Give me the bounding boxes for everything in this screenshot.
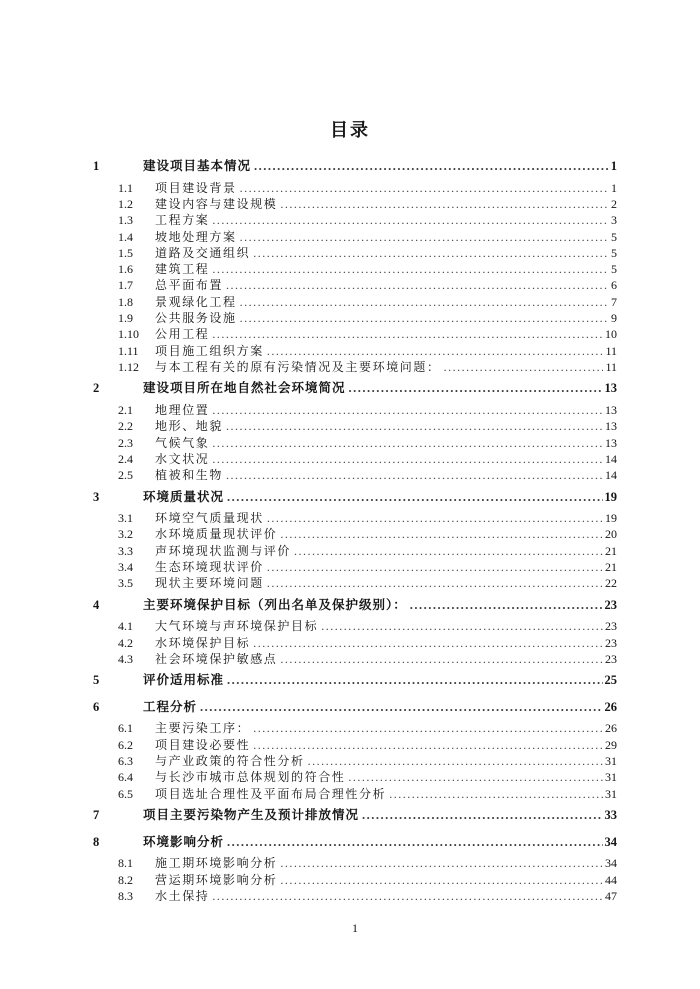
toc-entry-title: 公用工程 xyxy=(155,327,210,342)
toc-leader-dots xyxy=(209,888,603,904)
toc-entry xyxy=(118,310,617,326)
toc-entry-page: 31 xyxy=(605,754,617,769)
toc-entry-number: 6.1 xyxy=(118,721,133,736)
toc-leader-dots xyxy=(250,720,603,736)
toc-entry xyxy=(118,618,617,634)
toc-entry-title: 主要污染工序： xyxy=(155,721,251,736)
toc-entry-title: 声环境现状监测与评价 xyxy=(155,543,292,558)
toc-leader-dots xyxy=(223,418,603,434)
toc-entry-number: 6 xyxy=(93,699,100,714)
toc-entry-number: 6.5 xyxy=(118,786,133,801)
toc-entry-page: 13 xyxy=(604,381,617,396)
toc-entry xyxy=(118,359,617,375)
toc-entry-title: 环境影响分析 xyxy=(143,834,225,849)
toc-entry-title: 工程分析 xyxy=(143,699,198,714)
toc-entry-number: 3.3 xyxy=(118,543,133,558)
toc-entry-number: 1.11 xyxy=(118,343,139,358)
toc-entry-page: 25 xyxy=(604,673,617,688)
toc-entry-title: 水土保持 xyxy=(155,888,210,903)
toc-entry xyxy=(118,543,617,559)
toc-entry-page: 23 xyxy=(605,651,617,666)
toc-entry-title: 建设项目基本情况 xyxy=(143,159,252,174)
toc-entry xyxy=(118,229,617,245)
toc-entry-number: 8.1 xyxy=(118,856,133,871)
toc-entry-page: 23 xyxy=(604,597,617,612)
toc-entry-page: 1 xyxy=(611,180,617,195)
toc-entry-number: 7 xyxy=(93,808,100,823)
toc-entry xyxy=(118,510,617,526)
toc-entry-number: 1.7 xyxy=(118,278,133,293)
toc-entry xyxy=(118,575,617,591)
toc-entry-title: 坡地处理方案 xyxy=(155,229,237,244)
toc-entry-page: 44 xyxy=(605,872,617,887)
toc-entry-title: 项目选址合理性及平面布局合理性分析 xyxy=(155,786,387,801)
toc-leader-dots xyxy=(264,510,603,526)
toc-entry-number: 1.8 xyxy=(118,294,133,309)
toc-leader-dots xyxy=(277,651,603,667)
toc-entry-title: 植被和生物 xyxy=(155,468,224,483)
toc-entry-number: 4.3 xyxy=(118,651,133,666)
toc-entry-page: 31 xyxy=(605,770,617,785)
toc-entry-number: 8.2 xyxy=(118,872,133,887)
toc-entry xyxy=(118,294,617,310)
toc-entry-title: 生态环境现状评价 xyxy=(155,559,264,574)
toc-entry-page: 34 xyxy=(605,856,617,871)
toc-leader-dots xyxy=(224,672,602,688)
toc-entry-page: 13 xyxy=(605,419,617,434)
toc-leader-dots xyxy=(264,559,603,575)
toc-leader-dots xyxy=(345,769,603,785)
toc-leader-dots xyxy=(209,435,603,451)
toc-entry-title: 评价适用标准 xyxy=(143,673,225,688)
toc-entry-number: 1 xyxy=(93,159,100,174)
toc-entry-page: 21 xyxy=(605,559,617,574)
toc-leader-dots xyxy=(197,699,602,715)
toc-leader-dots xyxy=(223,277,609,293)
toc-entry-page: 23 xyxy=(605,635,617,650)
toc-leader-dots xyxy=(305,753,603,769)
toc-entry xyxy=(93,829,617,856)
toc-entry-page: 10 xyxy=(605,327,617,342)
toc-entry-page: 9 xyxy=(611,311,617,326)
toc-leader-dots xyxy=(209,326,603,342)
toc-entry-title: 工程方案 xyxy=(155,213,210,228)
toc-entry xyxy=(118,245,617,261)
toc-leader-dots xyxy=(346,380,603,396)
toc-leader-dots xyxy=(237,229,609,245)
toc-entry xyxy=(118,435,617,451)
toc-entry-number: 3.4 xyxy=(118,559,133,574)
toc-entry-title: 建设内容与建设规模 xyxy=(155,196,278,211)
toc-entry-title: 道路及交通组织 xyxy=(155,245,251,260)
toc-entry-title: 主要环境保护目标（列出名单及保护级别）： xyxy=(143,597,407,612)
toc-entry-title: 项目施工组织方案 xyxy=(155,343,264,358)
toc-entry xyxy=(118,212,617,228)
toc-entry-number: 8 xyxy=(93,834,100,849)
toc-entry-page: 11 xyxy=(605,343,617,358)
toc-entry-title: 社会环境保护敏感点 xyxy=(155,651,278,666)
toc-entry-title: 景观绿化工程 xyxy=(155,294,237,309)
toc-entry-title: 建筑工程 xyxy=(155,262,210,277)
toc-leader-dots xyxy=(250,635,603,651)
toc-leader-dots xyxy=(237,180,609,196)
toc-entry-page: 13 xyxy=(605,402,617,417)
toc-entry xyxy=(118,402,617,418)
toc-entry-page: 33 xyxy=(604,808,617,823)
toc-entry-page: 47 xyxy=(605,888,617,903)
toc-entry xyxy=(118,196,617,212)
toc-entry-title: 施工期环境影响分析 xyxy=(155,856,278,871)
page-number-footer: 1 xyxy=(352,921,358,935)
toc-entry-page: 13 xyxy=(605,435,617,450)
toc-leader-dots xyxy=(359,807,602,823)
toc-entry-title: 与长沙市城市总体规划的符合性 xyxy=(155,770,346,785)
toc-entry-page: 5 xyxy=(611,245,617,260)
toc-leader-dots xyxy=(277,196,609,212)
toc-entry xyxy=(118,872,617,888)
toc-leader-dots xyxy=(209,451,603,467)
toc-entry-page: 5 xyxy=(611,262,617,277)
toc-entry-title: 地形、地貌 xyxy=(155,419,224,434)
toc-leader-dots xyxy=(237,294,609,310)
toc-entry-number: 4.2 xyxy=(118,635,133,650)
toc-entry xyxy=(118,326,617,342)
toc-entry xyxy=(118,180,617,196)
toc-entry xyxy=(118,261,617,277)
toc-entry-number: 2.5 xyxy=(118,468,133,483)
toc-entry-title: 大气环境与声环境保护目标 xyxy=(155,619,319,634)
toc-leader-dots xyxy=(251,158,609,174)
toc-entry xyxy=(93,802,617,829)
toc-entry xyxy=(118,559,617,575)
toc-leader-dots xyxy=(209,402,603,418)
toc-entry xyxy=(118,888,617,904)
toc-entry-title: 项目建设背景 xyxy=(155,180,237,195)
toc-entry xyxy=(118,855,617,871)
toc-entry-page: 26 xyxy=(605,721,617,736)
toc-entry-page: 34 xyxy=(604,834,617,849)
toc-leader-dots xyxy=(441,359,604,375)
toc-leader-dots xyxy=(250,737,603,753)
toc-entry xyxy=(93,375,617,402)
toc-entry-title: 营运期环境影响分析 xyxy=(155,872,278,887)
toc-entry xyxy=(118,720,617,736)
toc-entry-page: 14 xyxy=(605,468,617,483)
toc-entry-page: 29 xyxy=(605,737,617,752)
toc-entry xyxy=(93,667,617,694)
toc-entry-page: 5 xyxy=(611,229,617,244)
toc-entry xyxy=(118,786,617,802)
toc-entry-page: 3 xyxy=(611,213,617,228)
toc-entry xyxy=(118,635,617,651)
toc-entry-number: 1.12 xyxy=(118,359,139,374)
toc-entry-title: 水文状况 xyxy=(155,451,210,466)
toc-entry-number: 1.10 xyxy=(118,327,139,342)
toc-entry-page: 19 xyxy=(605,511,617,526)
toc-entry xyxy=(118,737,617,753)
toc-entry-number: 1.6 xyxy=(118,262,133,277)
toc-entry-number: 8.3 xyxy=(118,888,133,903)
toc-entry xyxy=(118,343,617,359)
toc-entry-page: 31 xyxy=(605,786,617,801)
toc-entry-number: 3.5 xyxy=(118,576,133,591)
toc-entry-number: 6.2 xyxy=(118,737,133,752)
toc-entry xyxy=(93,153,617,180)
toc-entry-title: 与产业政策的符合性分析 xyxy=(155,754,305,769)
toc-entry-page: 20 xyxy=(605,527,617,542)
toc-leader-dots xyxy=(291,543,603,559)
toc-leader-dots xyxy=(250,245,609,261)
toc-entry-number: 3.2 xyxy=(118,527,133,542)
toc-entry xyxy=(118,753,617,769)
toc-entry-page: 19 xyxy=(604,489,617,504)
toc-entry-page: 22 xyxy=(605,576,617,591)
toc-entry-number: 6.3 xyxy=(118,754,133,769)
toc-leader-dots xyxy=(264,575,603,591)
table-of-contents xyxy=(93,153,617,904)
toc-entry-title: 气候气象 xyxy=(155,435,210,450)
toc-entry-number: 2.1 xyxy=(118,402,133,417)
toc-entry-page: 21 xyxy=(605,543,617,558)
toc-entry xyxy=(118,651,617,667)
toc-entry-number: 1.2 xyxy=(118,196,133,211)
toc-entry-number: 4 xyxy=(93,597,100,612)
toc-entry-title: 项目建设必要性 xyxy=(155,737,251,752)
toc-entry-number: 6.4 xyxy=(118,770,133,785)
toc-entry-number: 1.5 xyxy=(118,245,133,260)
toc-entry-number: 3.1 xyxy=(118,511,133,526)
toc-entry-number: 2.4 xyxy=(118,451,133,466)
toc-entry-title: 建设项目所在地自然社会环境简况 xyxy=(143,381,346,396)
toc-entry-page: 26 xyxy=(604,699,617,714)
toc-entry-number: 1.3 xyxy=(118,213,133,228)
toc-entry xyxy=(93,694,617,721)
toc-entry xyxy=(118,526,617,542)
toc-entry-number: 2.3 xyxy=(118,435,133,450)
toc-entry-title: 地理位置 xyxy=(155,402,210,417)
toc-leader-dots xyxy=(264,343,604,359)
toc-entry xyxy=(93,483,617,510)
toc-entry-number: 1.1 xyxy=(118,180,133,195)
toc-leader-dots xyxy=(237,310,609,326)
toc-entry-page: 14 xyxy=(605,451,617,466)
toc-entry-number: 2 xyxy=(93,381,100,396)
toc-entry-title: 环境空气质量现状 xyxy=(155,511,264,526)
toc-leader-dots xyxy=(224,834,602,850)
toc-leader-dots xyxy=(209,261,609,277)
toc-entry xyxy=(118,467,617,483)
toc-entry-number: 5 xyxy=(93,673,100,688)
toc-leader-dots xyxy=(318,618,603,634)
toc-entry-number: 4.1 xyxy=(118,619,133,634)
toc-entry xyxy=(118,451,617,467)
toc-leader-dots xyxy=(223,467,603,483)
toc-entry-number: 1.4 xyxy=(118,229,133,244)
toc-entry-page: 2 xyxy=(611,196,617,211)
toc-leader-dots xyxy=(386,786,603,802)
toc-entry-title: 与本工程有关的原有污染情况及主要环境问题： xyxy=(155,359,441,374)
toc-leader-dots xyxy=(407,597,603,613)
toc-leader-dots xyxy=(277,872,603,888)
toc-leader-dots xyxy=(224,489,602,505)
toc-entry-title: 项目主要污染物产生及预计排放情况 xyxy=(143,808,360,823)
toc-entry-page: 6 xyxy=(611,278,617,293)
toc-leader-dots xyxy=(209,212,609,228)
toc-entry-number: 2.2 xyxy=(118,419,133,434)
toc-entry-number: 3 xyxy=(93,489,100,504)
toc-leader-dots xyxy=(277,855,603,871)
toc-entry-title: 总平面布置 xyxy=(155,278,224,293)
toc-entry-page: 1 xyxy=(610,159,617,174)
toc-entry xyxy=(118,769,617,785)
toc-leader-dots xyxy=(277,526,603,542)
toc-entry-page: 23 xyxy=(605,619,617,634)
toc-entry-title: 现状主要环境问题 xyxy=(155,576,264,591)
toc-entry-number: 1.9 xyxy=(118,311,133,326)
toc-entry-title: 水环境保护目标 xyxy=(155,635,251,650)
toc-entry-title: 环境质量状况 xyxy=(143,489,225,504)
toc-entry-title: 公共服务设施 xyxy=(155,311,237,326)
toc-entry-page: 11 xyxy=(605,359,617,374)
toc-entry-title: 水环境质量现状评价 xyxy=(155,527,278,542)
toc-entry-page: 7 xyxy=(611,294,617,309)
document-title: 目录 xyxy=(330,120,370,140)
toc-entry xyxy=(118,277,617,293)
toc-entry xyxy=(118,418,617,434)
toc-entry xyxy=(93,592,617,619)
